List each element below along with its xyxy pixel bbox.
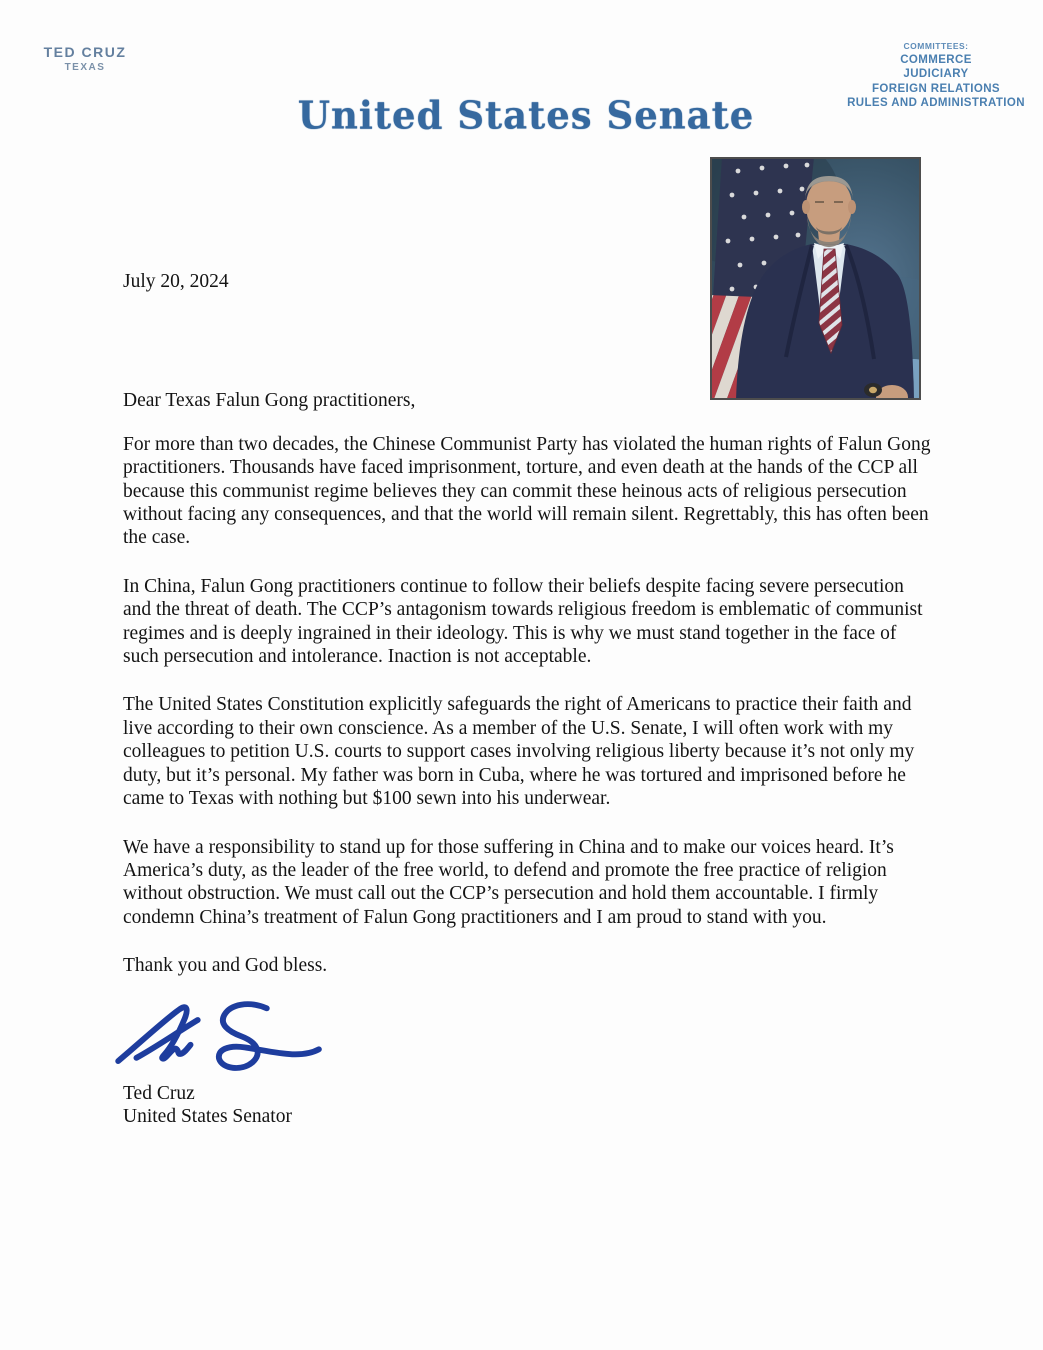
sender-block (30, 44, 140, 73)
salutation: Dear Texas Falun Gong practitioners, (123, 390, 416, 412)
senate-masthead: United States Senate (297, 92, 755, 138)
paragraph: For more than two decades, the Chinese Communist Party has violated the human rights of Falun Gong practitioners. Thousands have faced imprisonment, torture, and even death at the hands of the CCP all because this communist regime believes they can commit these heinous acts of religious persecution without facing any consequences, and that the world will remain silent. Regrettably, this has often been the case. (123, 433, 931, 549)
signature-name: Ted Cruz (123, 1082, 195, 1104)
paragraph: The United States Constitution explicitly safeguards the right of Americans to practice their faith and live according to their own conscience. As a member of the U.S. Senate, I will often work with my colleagues to petition U.S. courts to support cases involving religious liberty because it’s not only my duty, but it’s personal. My father was born in Cuba, where he was tortured and imprisoned before he came to Texas with nothing but $100 sewn into his underwear. (123, 694, 915, 810)
committee-item: FOREIGN RELATIONS (872, 82, 1000, 95)
committees-label: COMMITTEES: (903, 41, 969, 51)
sender-name: TED CRUZ (43, 44, 127, 60)
letter-date: July 20, 2024 (123, 271, 229, 292)
committee-item: COMMERCE (900, 53, 972, 66)
signature-title: United States Senator (123, 1105, 292, 1127)
signature-ink (113, 992, 931, 1078)
sender-state: TEXAS (64, 62, 106, 73)
paragraph: In China, Falun Gong practitioners continue to follow their beliefs despite facing severe persecution and the threat of death. The CCP’s antagonism towards religious freedom is emblematic of communist regimes and is deeply ingrained in their ideology. This is why we must stand together in the face of such persecution and intolerance. Inaction is not acceptable. (123, 575, 923, 668)
paragraph: We have a responsibility to stand up for those suffering in China and to make our voices heard. It’s America’s duty, as the leader of the free world, to defend and promote the free practice of religion without obstruction. We must call out the CCP’s persecution and hold them accountable. I firmly condemn China’s treatment of Falun Gong practitioners and I am proud to stand with you. (123, 836, 894, 928)
committee-item: RULES AND ADMINISTRATION (847, 97, 1025, 109)
committees-block (838, 41, 1034, 109)
closing-line: Thank you and God bless. (123, 955, 328, 977)
committee-item: JUDICIARY (903, 68, 969, 80)
letter-body (123, 270, 931, 1128)
